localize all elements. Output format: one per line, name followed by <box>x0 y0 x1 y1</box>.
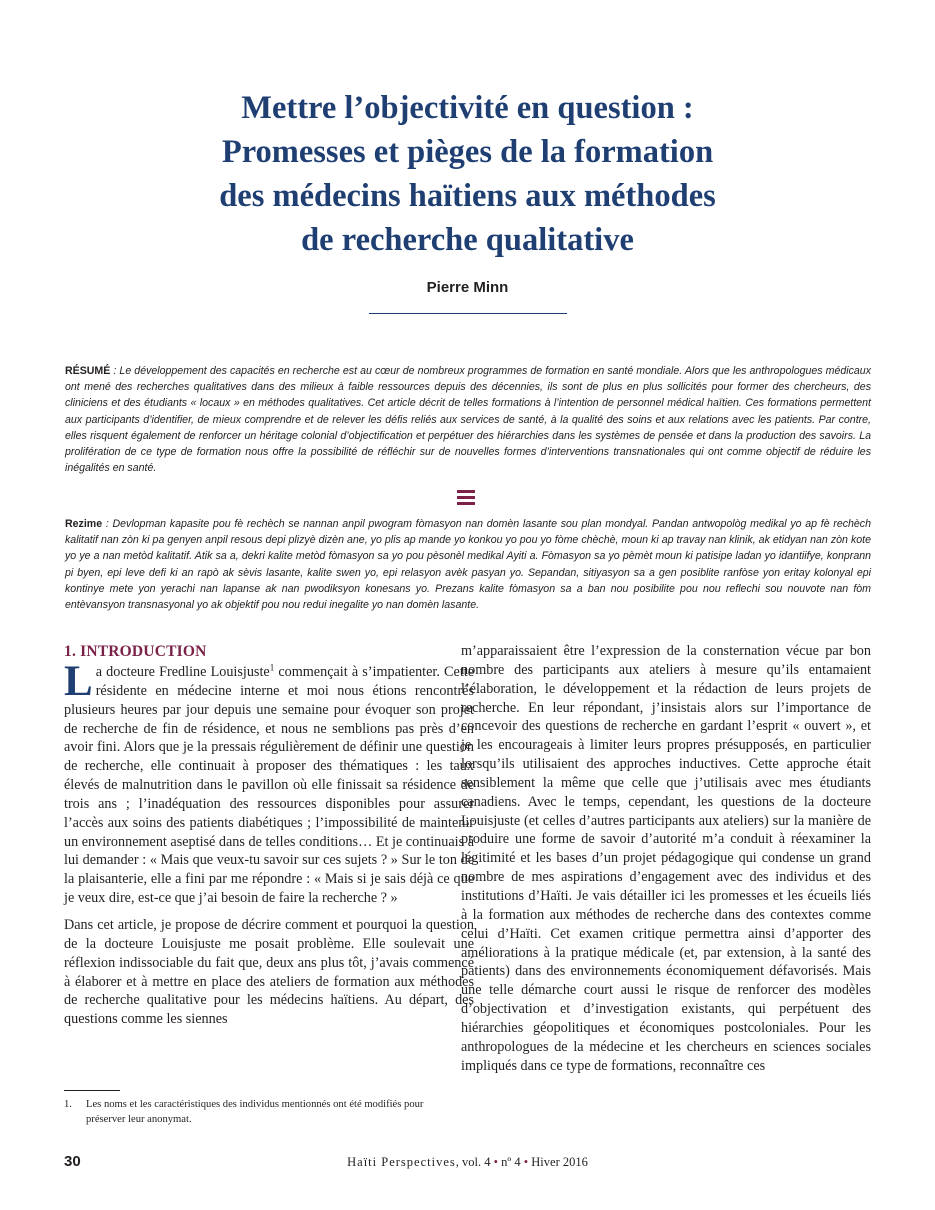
title-line: Promesses et pièges de la formation <box>221 134 714 170</box>
abstract-creole <box>65 516 871 613</box>
section-separator-icon <box>457 490 475 506</box>
article-title <box>100 86 835 262</box>
journal-season: Hiver 2016 <box>531 1155 588 1169</box>
abstract-label: RÉSUMÉ <box>65 365 111 377</box>
journal-issue: nº 4 <box>501 1155 521 1169</box>
author-divider <box>369 313 567 314</box>
body-paragraph: m’apparaissaient être l’expression de la consternation vécue par bon nombre des participants aux ateliers à mesure qu’ils entamaient l’élaboration, le développement et la rédaction de leurs projets de recherche. En leur répondant, j’insistais alors sur l’importance de concevoir des questions de recherche en gardant l’esprit « ouvert », et je les encourageais à limiter leurs propres présupposés, en particulier lorsqu’ils utilisaient des approches inductives. Cette approche était sensiblement la même que celle que j’utilisais avec mes étudiants canadiens. Avec le temps, cependant, les questions de la docteure Louisjuste (et celles d’autres participants aux ateliers) sur la manière de produire une forme de savoir d’autorité m’a conduit à réexaminer la légitimité et les bases d’un projet pédagogique qui condense un grand nombre de mes aspirations d’engagement avec des individus et des institutions d’Haïti. Je vais détailler ici les promesses et les écueils liés à la formation aux méthodes de recherche dans des contextes comme celui d’Haïti. Cet examen critique permettra ainsi d’apporter des améliorations à la pratique médicale (et, par extension, à la santé des patients) dans des environnements économiquement défavorisés. Mais une telle démarche court aussi le risque de renforcer des modèles d’objectivation et d’investigation existants, qui perpétuent des hiérarchies géopolitiques et économiques postcoloniales. Pour les anthropologues de la médecine et les chercheurs en sciences sociales impliqués dans ce type de formations, reconnaître ces <box>461 643 871 1074</box>
footnote-reference[interactable]: 1 <box>269 662 275 673</box>
body-paragraph: Dans cet article, je propose de décrire comment et pourquoi la question de la docteure Louisjuste me posait problème. Elle soulevait une réflexion indissociable du fait que, deux ans plus tôt, j’avais commencé à élaborer et à mettre en place des ateliers de formation aux méthodes de recherche qualitative pour les médecins haïtiens. Au départ, des questions comme les siennes <box>64 916 474 1028</box>
bullet-separator: • <box>520 1155 532 1169</box>
author-name: Pierre Minn <box>426 279 509 296</box>
footnote-text: Les noms et les caractéristiques des individus mentionnés ont été modifiés pour préserver leur anonymat. <box>86 1099 424 1125</box>
section-heading: 1. INTRODUCTION <box>64 643 207 660</box>
journal-name: Haïti Perspectives <box>347 1155 456 1169</box>
journal-footer <box>0 1155 935 1170</box>
paragraph-text: commençait à s’impatienter. Cette résidente en médecine interne et moi nous étions rencontrés plusieurs heures par jour depuis une semaine pour évoquer son projet de recherche de fin de résidence, et nous ne semblions pas près d’en avoir fini. Alors que je la pressais régulièrement de définir une question de recherche, elle continuait à proposer des thématiques : les taux élevés de malnutrition dans le pavillon où elle finissait sa résidence de trois ans ; l’inadéquation des ressources disponibles pour assurer l’accès aux soins des patients diabétiques ; l’impossibilité de maintenir un environnement aseptisé dans de telles conditions… Et je continuais à lui demander : « Mais que veux-tu savoir sur ces sujets ? » Sur le ton de la plaisanterie, elle a fini par me répondre : « Mais si je sais déjà ce que je veux dire, est-ce que j’ai besoin de faire la recherche ? » <box>64 664 474 907</box>
paragraph-text: a docteure Fredline Louisjuste <box>95 664 270 680</box>
body-paragraph <box>64 658 474 908</box>
footnote-number: 1. <box>64 1099 72 1110</box>
abstract-text: : Le développement des capacités en recherche est au cœur de nombreux programmes de formation en santé mondiale. Alors que les anthropologues médicaux ont mené des recherches qualitatives dans des milieux à faible ressources depuis des décennies, ils sont de plus en plus sollicités pour former des chercheurs, des cliniciens et des étudiants « locaux » en méthodes qualitatives. Cet article décrit de telles formations à l’intention de personnel médical haïtien. Ces formations permettent aux participants d’identifier, de mieux comprendre et de relever les défis reliés aux services de santé, à la qualité des soins et aux relations avec les patients. Par contre, elles risquent également de renforcer un héritage colonial d’objectification et perpétuer des hiérarchies dans les systèmes de pensée et dans la production des savoirs. La prolifération de ce type de formation nous offre la possibilité de réfléchir sur de nouvelles formes d’interventions transnationales qui ont comme objectif de réduire les inégalités en santé. <box>65 365 871 475</box>
abstract-label: Rezime <box>65 518 103 530</box>
page-number: 30 <box>64 1153 81 1170</box>
journal-volume: , vol. 4 <box>455 1155 491 1169</box>
bullet-separator: • <box>490 1155 502 1169</box>
abstract-text: : Devlopman kapasite pou fè rechèch se nannan anpil pwogram fòmasyon nan domèn lasante sou plan mondyal. Pandan antwopològ medikal yo ap fè rechèch kalitatif nan zòn ki pa genyen anpil resous depi plizyè dizèn ane, yo plis ap mande yo konkou yo pou yo fòme chèchè, moun ki ap travay nan klinik, ak etidyan nan zòn kote yo ye a nan metòd kalitatif. Atik sa a, dekri kalite metòd fòmasyon sa yo pou pèsonèl medikal Ayiti a. Fòmasyon sa yo pèmèt moun ki patisipe ladan yo idantiifye, konprann pi byen, epi leve defi ki an rapò ak sèvis lasante, kalite swen yo, epi relasyon avèk pasyan yo. Sepandan, sitiyasyon sa a gen posiblite ranfòse yon eritay kolonyal epi kontinye mete yon yerachi nan lapanse ak nan pwodiksyon konesans yo. Prezans kalite fòmasyon sa a ban nou posibilite pou nou reflechi sou nouvote nan fòm entèvansyon transnasyonal yo ak objektif pou nou redui inegalite yo nan domèn lasante. <box>65 518 871 612</box>
drop-cap: L <box>64 658 93 705</box>
title-line: des médecins haïtiens aux méthodes <box>219 178 716 214</box>
title-line: Mettre l’objectivité en question : <box>241 90 694 126</box>
footnote-divider <box>64 1090 120 1091</box>
footnote <box>64 1098 460 1127</box>
title-line: de recherche qualitative <box>301 222 634 258</box>
abstract-french <box>65 363 871 476</box>
body-column-right <box>461 642 871 1075</box>
body-column-left <box>64 642 474 1029</box>
